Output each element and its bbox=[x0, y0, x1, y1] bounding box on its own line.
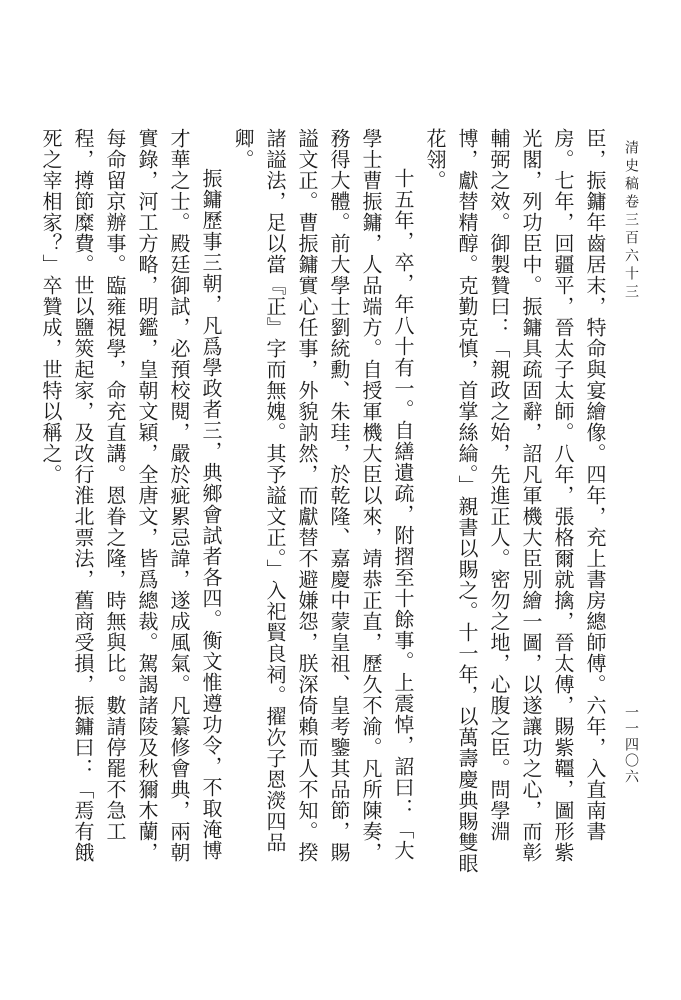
paragraph-3: 振鏞歷事三朝，凡爲學政者三，典鄉會試者各四。衡文惟遵功令，不取淹博才華之士。殿廷御試，必預校閱，嚴於疵累忌諱，遂成風氣。凡纂修會典，兩朝實錄，河工方略，明鑑，皇朝文穎，全唐文，皆爲總裁。駕謁諸陵及秋獮木蘭，每命留京辦事。臨雍視學，命充直講。恩眷之隆，時無與比。數請停罷不急工程，撙節糜費。世以鹽筴起家，及改行淮北票法，舊商受損，振鏞曰：「焉有餓死之宰相家？」卒贊成，世特以稱之。 bbox=[39, 128, 223, 863]
paragraph-2: 十五年，卒，年八十有一。自繕遺疏，附摺至十餘事。上震悼，詔曰：「大學士曹振鏞，人品端方。自授軍機大臣以來，靖恭正直，歷久不渝。凡所陳奏，務得大體。前大學士劉統勳、朱珪，於乾隆、嘉慶中蒙皇祖、皇考鑒其品節，賜謚文正。曹振鏞實心任事，外貌訥然，而獻替不避嫌怨，朕深倚賴而人不知。揆諸謚法，足以當『正』字而無媿。其予謚文正。」入祀賢良祠。擢次子恩濙四品卿。 bbox=[231, 128, 415, 863]
running-header-title: 清史稿卷三百六十三 bbox=[623, 140, 639, 302]
page-number: 一一四〇六 bbox=[623, 705, 639, 785]
paragraph-1: 臣，振鏞年齒居末，特命與宴繪像。四年，充上書房總師傅。六年，入直南書房。七年，回疆平，晉太子太師。八年，張格爾就擒，晉太傅，賜紫韁，圖形紫光閣，列功臣中。振鏞具疏固辭，詔凡軍機大臣別繪一圖，以遂讓功之心，而彰輔弼之效。御製贊曰：「親政之始，先進正人。密勿之地，心腹之臣。問學淵博，獻替精醇。克勤克慎，首掌絲綸。」親書以賜之。十一年，以萬壽慶典賜雙眼花翎。 bbox=[423, 128, 607, 874]
body-text bbox=[0, 128, 611, 878]
